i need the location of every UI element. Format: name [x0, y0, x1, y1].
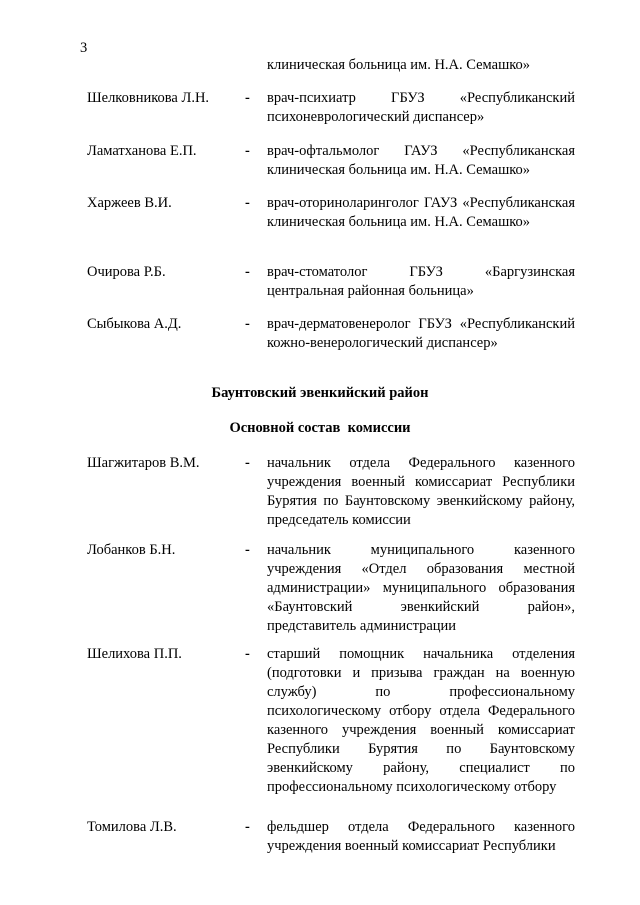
dash: - — [245, 90, 250, 106]
member-position: врач-оториноларинголог ГАУЗ «Республиканская клиническая больница им. Н.А. Семашко» — [267, 195, 575, 230]
list-item — [87, 645, 575, 797]
list-item — [87, 454, 575, 530]
continuation-text: клиническая больница им. Н.А. Семашко» — [267, 57, 531, 73]
member-name: Ламатханова Е.П. — [87, 143, 197, 159]
dash: - — [245, 143, 250, 159]
list-item — [87, 142, 575, 180]
member-position: врач-офтальмолог ГАУЗ «Республиканская клиническая больница им. Н.А. Семашко» — [267, 143, 575, 178]
dash: - — [245, 455, 250, 471]
member-position: начальник муниципального казенного учреждения «Отдел образования местной администрации» муниципального образования «Баунтовский эвенкийский район», представитель администрации — [267, 542, 575, 634]
list-item — [87, 263, 575, 301]
member-position: старший помощник начальника отделения (подготовки и призыва граждан на военную службу) по профессиональному психологическому отбору отдела Федерального казенного учреждения военный комиссариат Республики Бурятия по Баунтовскому эвенкийскому району, специалист по профессиональному психологическому отбору — [267, 646, 575, 795]
member-name: Шелихова П.П. — [87, 646, 182, 662]
list-item — [87, 194, 575, 232]
member-name: Лобанков Б.Н. — [87, 542, 176, 558]
member-position: врач-психиатр ГБУЗ «Республиканский психоневрологический диспансер» — [267, 90, 575, 125]
member-name: Сыбыкова А.Д. — [87, 316, 182, 332]
list-item — [87, 818, 575, 856]
list-item — [87, 315, 575, 353]
member-position: врач-стоматолог ГБУЗ «Баргузинская центральная районная больница» — [267, 264, 575, 299]
dash: - — [245, 316, 250, 332]
page-number: 3 — [80, 40, 88, 56]
member-name: Шелковникова Л.Н. — [87, 90, 210, 106]
member-position: врач-дерматовенеролог ГБУЗ «Республиканский кожно-венерологический диспансер» — [267, 316, 575, 351]
dash: - — [245, 264, 250, 280]
list-item — [87, 89, 575, 127]
dash: - — [245, 542, 250, 558]
member-name: Шагжитаров В.М. — [87, 455, 200, 471]
list-item — [87, 541, 575, 636]
member-position: фельдшер отдела Федерального казенного учреждения военный комиссариат Республики — [267, 819, 575, 854]
member-name: Харжеев В.И. — [87, 195, 172, 211]
member-position: начальник отдела Федерального казенного учреждения военный комиссариат Республики Бурятия по Баунтовскому эвенкийскому району, председатель комиссии — [267, 455, 575, 528]
dash: - — [245, 646, 250, 662]
district-heading: Баунтовский эвенкийский район — [211, 385, 429, 401]
section-heading: Основной состав комиссии — [229, 420, 411, 436]
dash: - — [245, 195, 250, 211]
member-name: Очирова Р.Б. — [87, 264, 166, 280]
member-name: Томилова Л.В. — [87, 819, 177, 835]
dash: - — [245, 819, 250, 835]
